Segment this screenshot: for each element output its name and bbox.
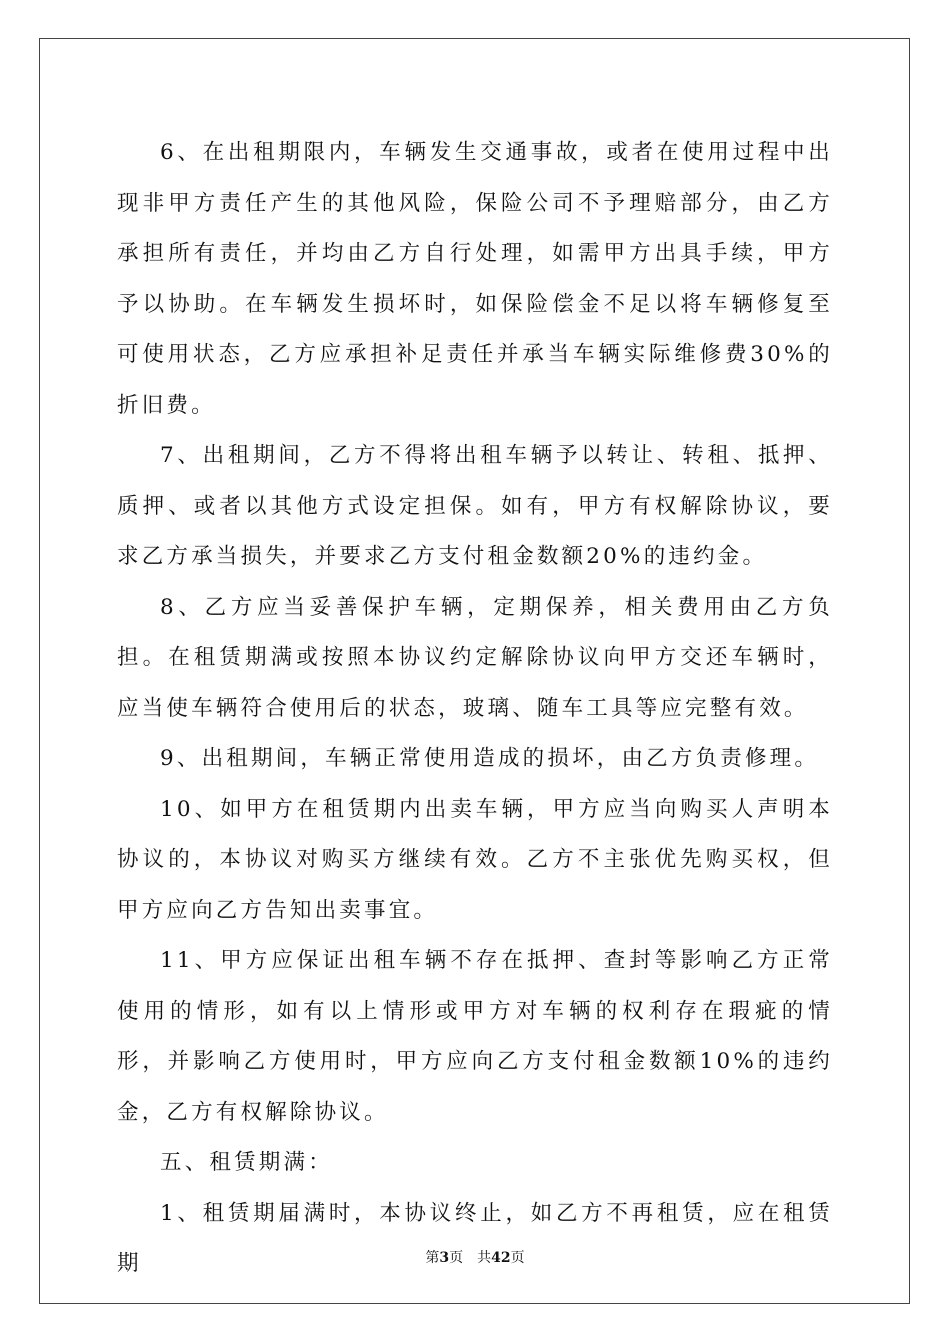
paragraph-8: 8、乙方应当妥善保护车辆，定期保养，相关费用由乙方负担。在租赁期满或按照本协议约定解除协议向甲方交还车辆时，应当使车辆符合使用后的状态，玻璃、随车工具等应完整有效。	[117, 594, 833, 721]
paragraph-11: 11、甲方应保证出租车辆不存在抵押、查封等影响乙方正常使用的情形，如有以上情形或甲方对车辆的权利存在瑕疵的情形，并影响乙方使用时，甲方应向乙方支付租金数额10%的违约金，乙方有权解除协议。	[117, 948, 833, 1125]
section-heading-lease-expiry: 五、租赁期满：	[160, 1150, 333, 1175]
page-total: 42	[491, 1250, 511, 1266]
page-current: 3	[439, 1250, 450, 1266]
total-unit: 页	[510, 1250, 525, 1266]
paragraph-7: 7、出租期间，乙方不得将出租车辆予以转让、转租、抵押、质押、或者以其他方式设定担保。如有，甲方有权解除协议，要求乙方承当损失，并要求乙方支付租金数额20%的违约金。	[117, 443, 833, 569]
page-prefix: 第	[425, 1250, 440, 1266]
paragraph-9: 9、出租期间，车辆正常使用造成的损坏，由乙方负责修理。	[160, 746, 820, 771]
paragraph-10: 10、如甲方在租赁期内出卖车辆，甲方应当向购买人声明本协议的，本协议对购买方继续有效。乙方不主张优先购买权，但甲方应向乙方告知出卖事宜。	[117, 796, 833, 923]
paragraph-expiry-1: 1、租赁期届满时，本协议终止，如乙方不再租赁，应在租赁期	[117, 1200, 833, 1276]
page-footer	[0, 1247, 950, 1267]
document-body	[117, 128, 833, 1290]
page-unit: 页	[449, 1250, 464, 1266]
total-prefix: 共	[477, 1250, 492, 1266]
paragraph-6: 6、在出租期限内，车辆发生交通事故，或者在使用过程中出现非甲方责任产生的其他风险，保险公司不予理赔部分，由乙方承担所有责任，并均由乙方自行处理，如需甲方出具手续，甲方予以协助。在车辆发生损坏时，如保险偿金不足以将车辆修复至可使用状态，乙方应承担补足责任并承当车辆实际维修费30%的折旧费。	[117, 140, 833, 418]
